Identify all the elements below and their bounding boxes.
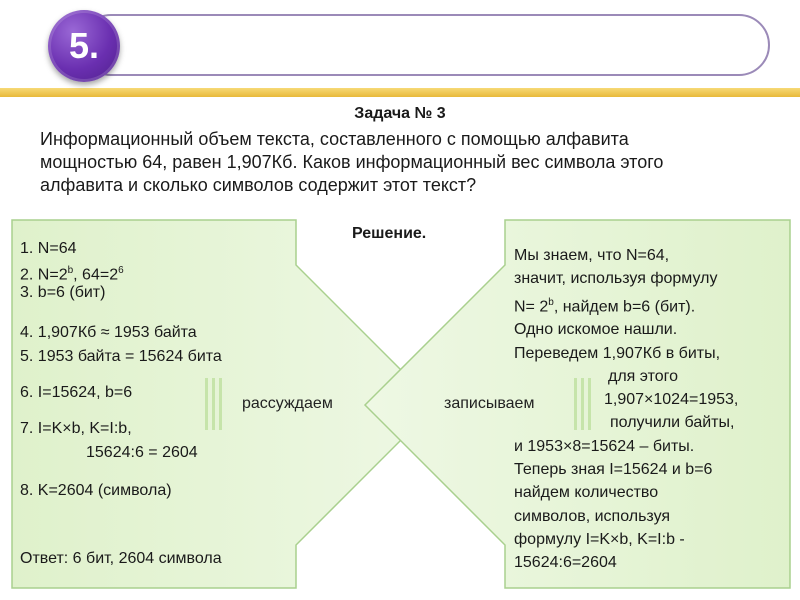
explanation-line: и 1953×8=15624 – биты. [514,437,695,455]
left-arrow-label: рассуждаем [242,395,333,412]
left-arrow-stripe [205,378,208,430]
explanation-line: символов, используя [514,507,671,525]
explanation-line: 1,907×1024=1953, [604,391,739,409]
step-3: 3. b=6 (бит) [20,284,106,301]
explanation-line: Одно искомое нашли. [514,321,678,339]
explanation-line: найдем количество [514,484,659,502]
step-7: 7. I=K×b, K=I:b, [20,420,132,437]
step-5: 5. 1953 байта = 15624 бита [20,348,222,365]
step-4: 4. 1,907Кб ≈ 1953 байта [20,324,197,341]
step-7-continued: 15624:6 = 2604 [86,444,198,461]
step-6: 6. I=15624, b=6 [20,384,133,401]
left-arrow-stripe [219,378,222,430]
left-arrow-stripe [212,378,215,430]
explanation-line: Переведем 1,907Кб в биты, [514,344,721,362]
explanation-line: получили байты, [610,414,735,432]
right-explanation [514,244,794,574]
explanation-line: для этого [608,367,679,385]
step-1: 1. N=64 [20,240,77,257]
right-arrow-label: записываем [444,395,535,412]
explanation-line: формулу I=K×b, K=I:b - [514,530,685,548]
task-text-line: мощностью 64, равен 1,907Кб. Каков информационный вес символа этого [40,152,664,172]
explanation-line: Теперь зная I=15624 и b=6 [514,461,713,478]
task-text-line: Информационный объем текста, составленного с помощью алфавита [40,129,629,149]
task-title: Задача № 3 [354,105,446,122]
step-8: 8. K=2604 (символа) [20,482,172,499]
answer: Ответ: 6 бит, 2604 символа [20,550,222,567]
explanation-line: 15624:6=2604 [514,554,617,572]
slide-number: 5. [68,25,100,66]
step-2: 2. $N=2^b$, $64=2^6$ [20,265,124,284]
explanation-line: $N= 2^b$, найдем b=6 (бит). [514,296,696,315]
explanation-line: Мы знаем, что N=64, [514,247,670,264]
solution-label: Решение. [352,225,427,242]
explanation-line: значит, используя формулу [514,270,718,288]
task-text-line: алфавита и сколько символов содержит этот текст? [40,175,477,195]
